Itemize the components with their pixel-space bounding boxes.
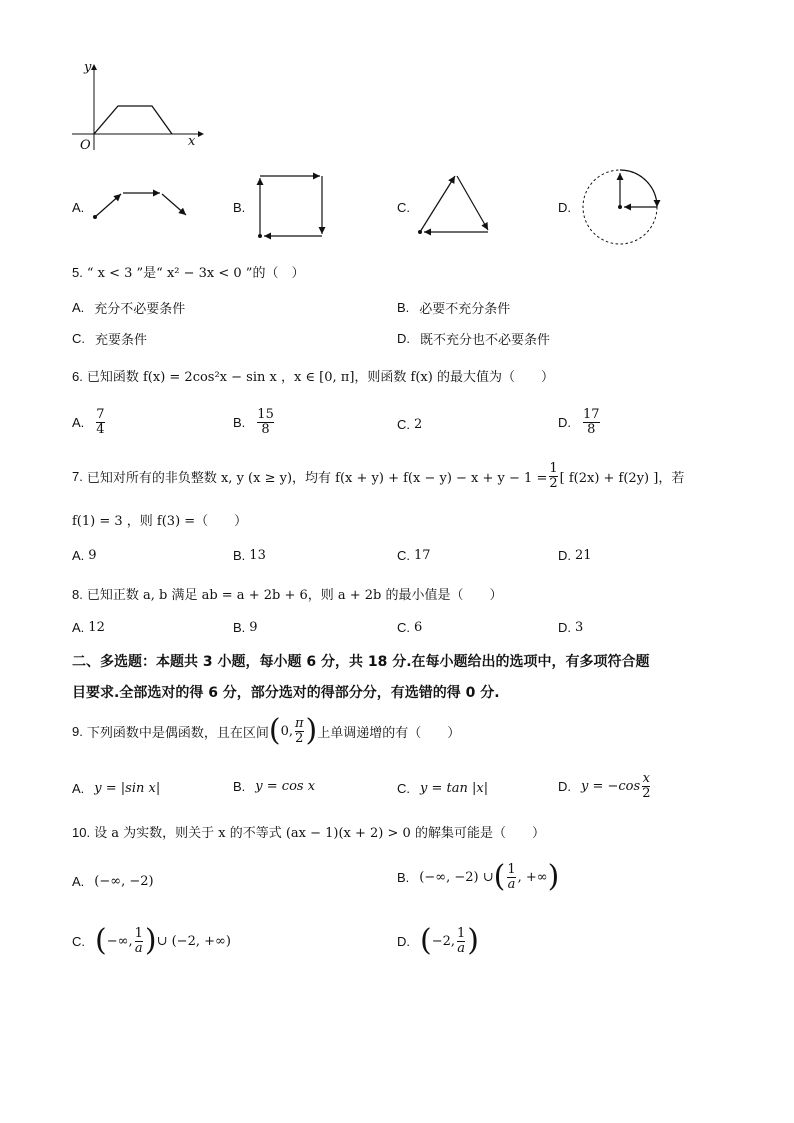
left-paren: (: [95, 923, 107, 958]
section-2-heading-line2: 目要求.全部选对的得 6 分，部分选对的得部分分，有选错的得 0 分.: [72, 685, 500, 701]
q4-option-c-figure: [412, 168, 496, 240]
q10-option-d[interactable]: [397, 923, 480, 958]
q5-option-c-text: 充要条件: [95, 333, 148, 348]
q8-option-d[interactable]: [558, 620, 583, 635]
y-axis-label: y: [84, 60, 92, 75]
q10-option-d-fraction: [457, 927, 465, 956]
q8-option-c-label: C.: [397, 620, 410, 635]
fraction-denominator: 2: [642, 786, 651, 801]
q9-option-b-text: y = cos x: [255, 779, 316, 794]
q7-option-a[interactable]: [72, 548, 97, 563]
q10-option-c-label: C.: [72, 933, 85, 949]
q9-interval-fraction: [295, 717, 304, 746]
q9-option-d-fraction: [642, 772, 650, 801]
q9-text-b: 上单调递增的有（ ）: [317, 725, 461, 741]
right-paren: ): [467, 923, 480, 958]
q10-option-b[interactable]: [397, 859, 560, 894]
left-paren: (: [420, 923, 432, 958]
q7-option-d-label: D.: [558, 548, 571, 563]
q5-option-b-text: 必要不充分条件: [419, 302, 511, 317]
q6-text: 已知函数 f(x) = 2cos²x − sin x ，x ∈ [0, π]，则函数 f(x) 的最大值为（ ）: [86, 370, 554, 385]
q9-option-a-label: A.: [72, 781, 85, 796]
q8-option-b-label: B.: [233, 620, 246, 635]
section-2-heading-line1: 二、多选题：本题共 3 小题，每小题 6 分，共 18 分.在每小题给出的选项中，有多项符合题: [72, 654, 650, 670]
question-8: [72, 584, 503, 603]
q5-option-a[interactable]: [72, 298, 185, 317]
fraction-denominator: 4: [96, 422, 105, 437]
fraction-denominator: 8: [261, 422, 270, 437]
q6-number: 6.: [72, 369, 83, 384]
q9-option-d-text: y = −cos: [581, 779, 641, 794]
q9-option-d-label: D.: [558, 779, 571, 794]
q7-number: 7.: [72, 469, 83, 484]
q5-option-a-label: A.: [72, 300, 85, 315]
q10-option-c[interactable]: [72, 923, 231, 958]
q5-number: 5.: [72, 265, 83, 280]
q6-option-b-label: B.: [233, 415, 246, 430]
q6-option-c-text: 2: [414, 417, 423, 432]
q4-option-a-figure: [88, 184, 198, 224]
left-paren: (: [493, 859, 506, 894]
left-paren: (: [268, 713, 281, 748]
q9-interval-left: 0,: [280, 723, 293, 739]
q9-option-b-label: B.: [233, 779, 246, 794]
q10-option-b-pre: (−∞, −2) ∪: [419, 869, 494, 885]
question-10: [72, 822, 545, 841]
fraction-denominator: a: [134, 940, 143, 956]
q10-option-b-post: , +∞: [517, 869, 548, 885]
q9-number: 9.: [72, 723, 83, 739]
q8-option-a-text: 12: [88, 620, 105, 635]
q9-option-c-text: y = tan |x|: [420, 781, 489, 796]
q8-option-b-text: 9: [249, 620, 258, 635]
q6-option-a-label: A.: [72, 415, 85, 430]
fraction-numerator: π: [294, 715, 304, 731]
q9-text-a: 下列函数中是偶函数，且在区间: [86, 725, 269, 741]
q8-option-a-label: A.: [72, 620, 85, 635]
q4-option-c-label: C.: [397, 200, 410, 215]
fraction-denominator: 2: [549, 476, 558, 491]
q10-option-b-fraction: [507, 863, 515, 892]
q10-option-c-fraction: [135, 927, 143, 956]
q9-option-a[interactable]: [72, 781, 160, 796]
q10-option-a-label: A.: [72, 874, 85, 889]
q5-option-b-label: B.: [397, 300, 410, 315]
fraction-numerator: 15: [257, 407, 274, 422]
question-7-line2: [72, 510, 247, 529]
q7-option-b-text: 13: [249, 548, 266, 563]
q7-option-d-text: 21: [575, 548, 592, 563]
q9-option-c[interactable]: [397, 781, 488, 796]
q10-option-b-label: B.: [397, 869, 410, 885]
origin-label: O: [80, 138, 91, 153]
question-5: [72, 262, 304, 281]
q7-option-d[interactable]: [558, 548, 592, 563]
q7-option-c-text: 17: [414, 548, 431, 563]
q10-option-c-pre: −∞,: [106, 933, 133, 949]
question-6: [72, 366, 554, 385]
q7-line2: f(1) = 3 ，则 f(3) =（ ）: [72, 514, 248, 529]
q5-text: “ x < 3 ”是“ x² − 3x < 0 ”的（ ）: [86, 266, 305, 281]
fraction-denominator: a: [507, 876, 516, 892]
q5-option-a-text: 充分不必要条件: [94, 302, 186, 317]
q9-option-a-text: y = |sin x|: [94, 781, 161, 796]
question-7: [72, 462, 684, 491]
x-axis-arrow: [198, 131, 204, 137]
q7-option-c[interactable]: [397, 548, 431, 563]
q5-option-d-text: 既不充分也不必要条件: [420, 333, 551, 348]
q7-option-a-text: 9: [88, 548, 97, 563]
q8-option-b[interactable]: [233, 620, 258, 635]
fraction-numerator: 1: [549, 461, 558, 476]
q6-option-c-label: C.: [397, 417, 410, 432]
q10-option-d-pre: −2,: [431, 933, 456, 949]
right-paren: ): [144, 923, 157, 958]
q9-option-d[interactable]: [558, 772, 652, 801]
q6-option-c[interactable]: [397, 417, 422, 432]
q8-number: 8.: [72, 587, 83, 602]
q4-option-a-label: A.: [72, 200, 85, 215]
q7-fraction: [549, 462, 557, 491]
q5-option-d[interactable]: [397, 329, 550, 348]
fraction-numerator: 17: [583, 407, 600, 422]
q8-text: 已知正数 a, b 满足 ab = a + 2b + 6，则 a + 2b 的最小值是（ ）: [86, 588, 503, 603]
fraction-numerator: x: [642, 771, 650, 786]
q7-option-b-label: B.: [233, 548, 246, 563]
q5-option-c-label: C.: [72, 331, 85, 346]
q8-option-d-text: 3: [575, 620, 584, 635]
fraction-numerator: 7: [96, 407, 105, 422]
fraction-denominator: a: [457, 940, 466, 956]
right-paren: ): [547, 859, 560, 894]
q6-option-d[interactable]: [558, 408, 602, 437]
q10-text: 设 a 为实数，则关于 x 的不等式 (ax − 1)(x + 2) > 0 的解集可能是（ ）: [94, 826, 545, 841]
fraction-numerator: 1: [507, 861, 516, 877]
q6-option-a[interactable]: [72, 408, 107, 437]
fraction-denominator: 2: [295, 730, 304, 746]
q6-option-d-label: D.: [558, 415, 571, 430]
q6-option-d-fraction: [583, 408, 600, 437]
q4-option-b-figure: [252, 168, 332, 244]
q10-option-a[interactable]: [72, 874, 154, 889]
graph-trapezoid: [94, 106, 172, 134]
fraction-numerator: 1: [134, 925, 143, 941]
q10-number: 10.: [72, 825, 91, 840]
q7-option-b[interactable]: [233, 548, 266, 563]
q7-option-c-label: C.: [397, 548, 410, 563]
q6-option-b-fraction: [257, 408, 274, 437]
q7-option-a-label: A.: [72, 548, 85, 563]
fraction-numerator: 1: [457, 925, 466, 941]
q9-option-c-label: C.: [397, 781, 410, 796]
q5-option-b[interactable]: [397, 298, 510, 317]
q8-option-c-text: 6: [414, 620, 423, 635]
fraction-denominator: 8: [587, 422, 596, 437]
q5-option-d-label: D.: [397, 331, 410, 346]
question-9: [72, 713, 461, 748]
q4-option-d-label: D.: [558, 200, 571, 215]
q9-option-b[interactable]: [233, 779, 315, 794]
right-paren: ): [305, 713, 318, 748]
q5-option-c[interactable]: [72, 329, 147, 348]
q4-option-b-label: B.: [233, 200, 246, 215]
q7-text-a: 已知对所有的非负整数 x, y (x ≥ y)，均有 f(x + y) + f(x − y) − x + y − 1 =: [86, 471, 548, 486]
q6-option-b[interactable]: [233, 408, 276, 437]
q8-option-c[interactable]: [397, 620, 422, 635]
q8-option-d-label: D.: [558, 620, 571, 635]
q4-option-d-figure: [574, 164, 664, 250]
q10-option-d-label: D.: [397, 933, 410, 949]
x-axis-label: x: [188, 134, 196, 149]
q7-text-b: [ f(2x) + f(2y) ]，若: [559, 471, 685, 486]
q6-option-a-fraction: [96, 408, 104, 437]
q8-option-a[interactable]: [72, 620, 105, 635]
q10-option-a-text: (−∞, −2): [94, 874, 154, 889]
y-axis-arrow: [91, 64, 97, 70]
q10-option-c-post: ∪ (−2, +∞): [156, 933, 231, 949]
